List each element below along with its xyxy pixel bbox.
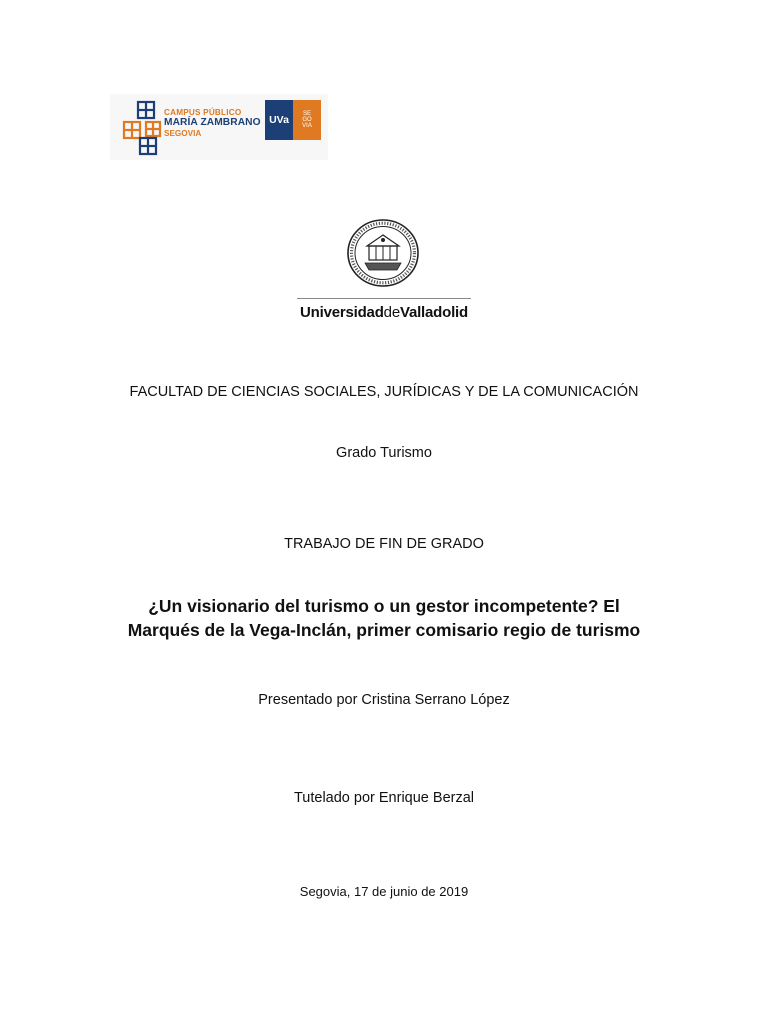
- university-divider: [297, 298, 471, 299]
- campus-line-2: MARÍA ZAMBRANO: [164, 117, 261, 129]
- date-line: Segovia, 17 de junio de 2019: [299, 884, 469, 899]
- university-name-part-1: Universidad: [300, 304, 384, 321]
- university-name-part-2: de: [383, 304, 400, 321]
- document-type: TRABAJO DE FIN DE GRADO: [284, 536, 484, 552]
- campus-windows-emblem: [116, 100, 166, 156]
- segovia-mark: [293, 100, 321, 140]
- segovia-mark-3: VIA: [302, 123, 312, 130]
- segovia-mark-2: GO: [302, 116, 312, 123]
- university-name-part-3: Valladolid: [399, 304, 468, 321]
- campus-line-3: SEGOVIA: [164, 128, 202, 138]
- campus-maria-zambrano-logo: [110, 94, 328, 160]
- university-seal-icon: [345, 218, 421, 288]
- university-name: [250, 304, 518, 321]
- segovia-mark-1: SE: [302, 110, 311, 117]
- campus-line-1: CAMPUS PÚBLICO: [164, 108, 242, 117]
- uva-segovia-mark: [265, 100, 321, 140]
- thesis-title: [0, 595, 768, 642]
- thesis-title-line-1: ¿Un visionario del turismo o un gestor incompetente? El: [148, 596, 620, 616]
- faculty-name: FACULTAD DE CIENCIAS SOCIALES, JURÍDICAS Y DE LA COMUNICACIÓN: [129, 384, 639, 400]
- degree-name: Grado Turismo: [336, 445, 432, 461]
- author-line: Presentado por Cristina Serrano López: [258, 692, 510, 708]
- thesis-title-line-2: Marqués de la Vega-Inclán, primer comisario regio de turismo: [127, 619, 641, 640]
- campus-logo-text: [164, 108, 264, 138]
- tutor-line: Tutelado por Enrique Berzal: [293, 790, 474, 806]
- uva-mark: UVa: [265, 100, 293, 140]
